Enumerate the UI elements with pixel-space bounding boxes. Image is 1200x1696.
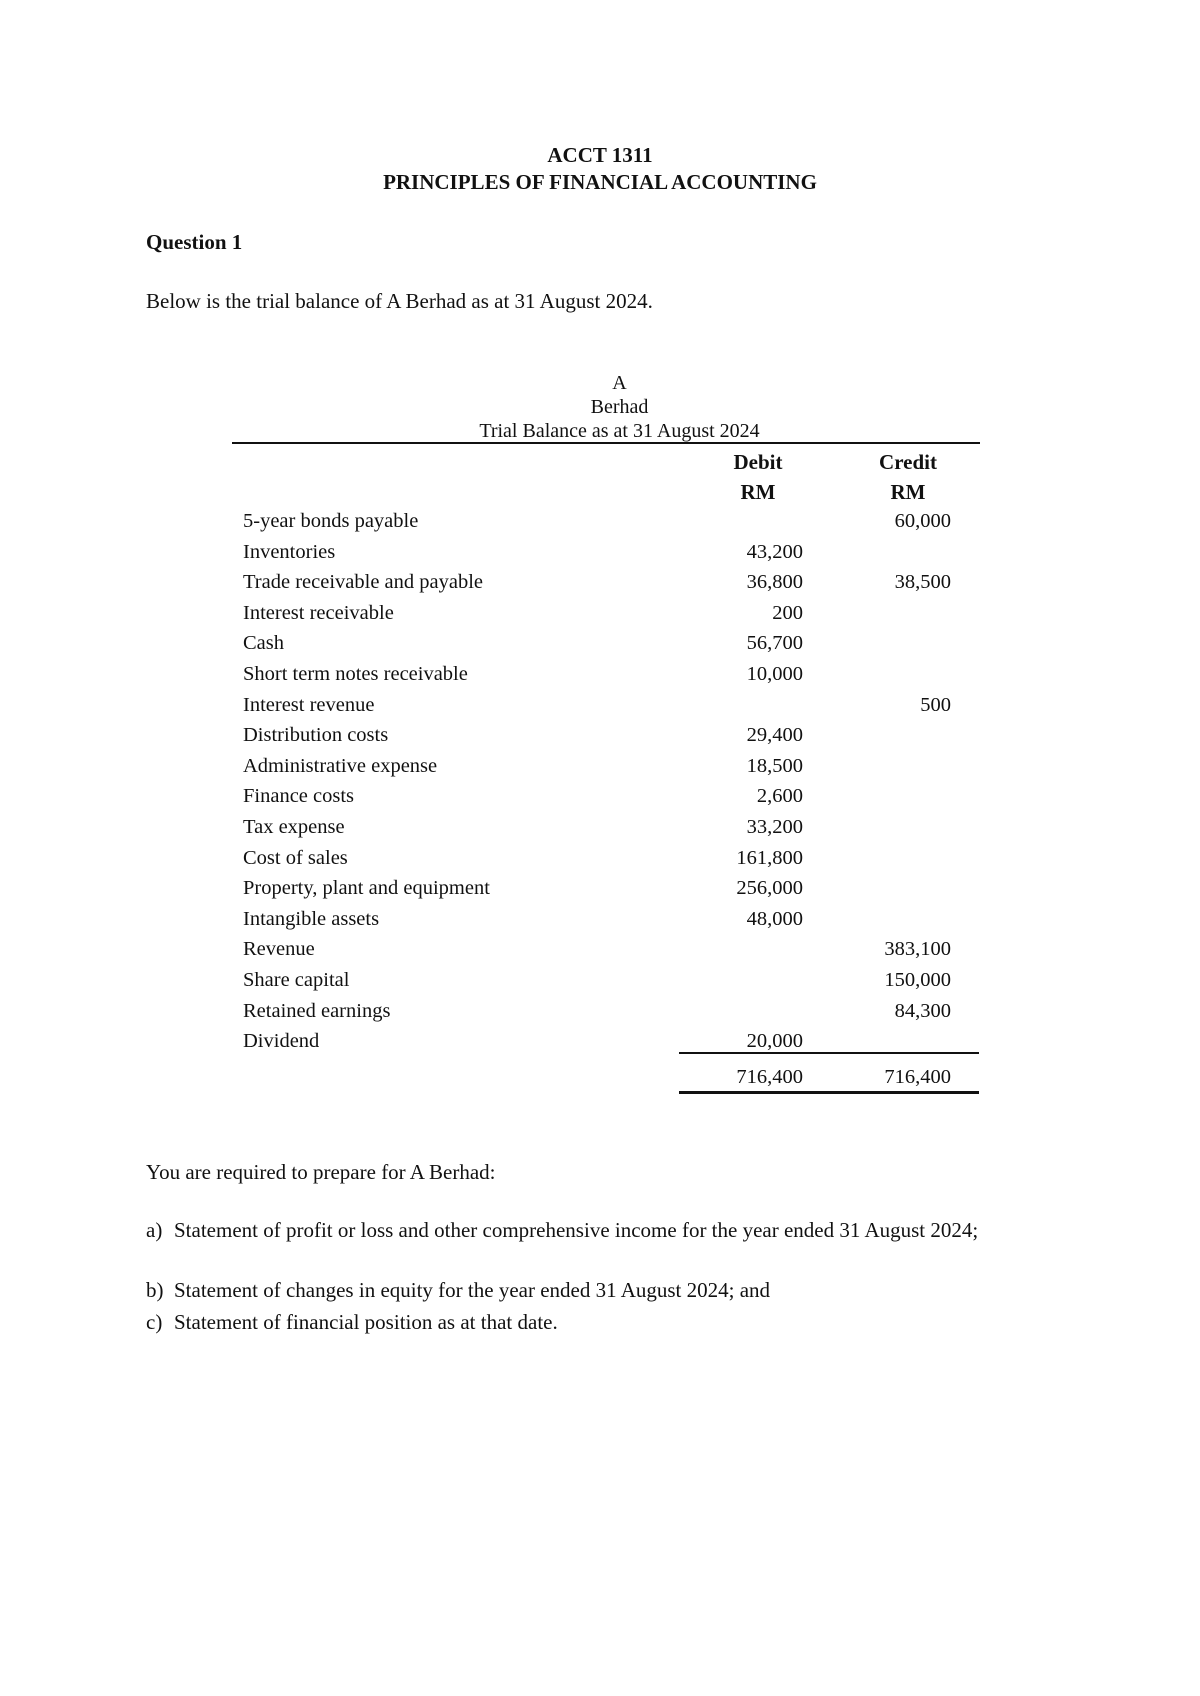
debit-amount: 256,000 <box>736 877 803 900</box>
account-label: Dividend <box>243 1030 320 1053</box>
requirement-mark: a) <box>146 1218 163 1242</box>
trial-balance-title: Trial Balance as at 31 August 2024 <box>479 420 760 442</box>
account-label: Distribution costs <box>243 724 389 747</box>
account-label: Revenue <box>243 938 315 961</box>
requirement-text: Statement of changes in equity for the year ended 31 August 2024; and <box>174 1278 771 1302</box>
table-row <box>243 632 1003 662</box>
table-row <box>243 847 1003 877</box>
table-row <box>243 571 1003 601</box>
debit-amount: 2,600 <box>756 785 803 808</box>
account-label: Cost of sales <box>243 846 348 869</box>
table-row <box>243 755 1003 785</box>
debit-header: Debit <box>733 450 783 474</box>
credit-amount: 383,100 <box>884 938 951 961</box>
account-label: Administrative expense <box>243 754 438 777</box>
table-row <box>243 877 1003 907</box>
course-code: ACCT 1311 <box>547 143 653 167</box>
table-row <box>243 694 1003 724</box>
table-row <box>243 602 1003 632</box>
debit-amount: 56,700 <box>746 632 803 655</box>
debit-unit: RM <box>740 480 776 504</box>
debit-amount: 48,000 <box>746 907 803 930</box>
credit-amount: 84,300 <box>894 999 951 1022</box>
debit-amount: 20,000 <box>746 1030 803 1053</box>
table-row <box>243 969 1003 999</box>
company-line-2: Berhad <box>590 396 649 418</box>
table-row <box>243 1030 1003 1060</box>
course-title: PRINCIPLES OF FINANCIAL ACCOUNTING <box>383 170 817 194</box>
account-label: Property, plant and equipment <box>243 877 490 900</box>
table-row <box>243 785 1003 815</box>
company-line-1: A <box>612 372 627 394</box>
debit-amount: 43,200 <box>746 540 803 563</box>
credit-unit: RM <box>890 480 926 504</box>
account-label: Tax expense <box>243 816 345 838</box>
subtotal-rule <box>679 1052 979 1054</box>
question-label: Question 1 <box>146 230 243 254</box>
requirement-mark: b) <box>146 1278 164 1302</box>
requirement-text: Statement of profit or loss and other comprehensive income for the year ended 31 August 2024; <box>174 1218 979 1242</box>
account-label: Finance costs <box>243 785 355 808</box>
requirement-c <box>146 1308 1066 1338</box>
debit-amount: 161,800 <box>736 846 803 869</box>
requirement-text: Statement of financial position as at that date. <box>174 1310 558 1334</box>
table-row <box>243 541 1003 571</box>
account-label: Intangible assets <box>243 907 380 930</box>
table-row <box>243 1000 1003 1030</box>
table-row <box>243 663 1003 693</box>
header-rule <box>232 442 980 444</box>
requirement-b <box>146 1276 1066 1306</box>
credit-header: Credit <box>879 450 937 474</box>
table-row <box>243 816 1003 846</box>
account-label: Share capital <box>243 969 350 991</box>
account-label: Inventories <box>243 540 336 563</box>
table-row <box>243 510 1003 540</box>
debit-amount: 33,200 <box>746 816 803 838</box>
total-debit: 716,400 <box>736 1066 803 1088</box>
requirements-intro: You are required to prepare for A Berhad: <box>146 1160 496 1184</box>
table-row <box>243 724 1003 754</box>
credit-amount: 150,000 <box>884 969 951 991</box>
credit-amount: 500 <box>920 693 951 716</box>
credit-amount: 60,000 <box>894 510 951 532</box>
total-credit: 716,400 <box>884 1066 951 1088</box>
debit-amount: 36,800 <box>746 571 803 594</box>
intro-text: Below is the trial balance of A Berhad as at 31 August 2024. <box>146 289 653 313</box>
table-row <box>243 938 1003 968</box>
account-label: Interest receivable <box>243 601 394 624</box>
debit-amount: 10,000 <box>746 663 803 685</box>
account-label: Trade receivable and payable <box>243 571 484 594</box>
debit-amount: 18,500 <box>746 754 803 777</box>
table-row <box>243 908 1003 938</box>
requirement-a <box>146 1216 1066 1276</box>
requirement-mark: c) <box>146 1310 163 1334</box>
account-label: Short term notes receivable <box>243 663 468 685</box>
debit-amount: 200 <box>772 601 803 624</box>
debit-amount: 29,400 <box>746 724 803 747</box>
account-label: 5-year bonds payable <box>243 510 419 532</box>
account-label: Cash <box>243 632 284 655</box>
credit-amount: 38,500 <box>894 571 951 594</box>
total-rule <box>679 1091 979 1094</box>
account-label: Retained earnings <box>243 999 391 1022</box>
account-label: Interest revenue <box>243 693 375 716</box>
